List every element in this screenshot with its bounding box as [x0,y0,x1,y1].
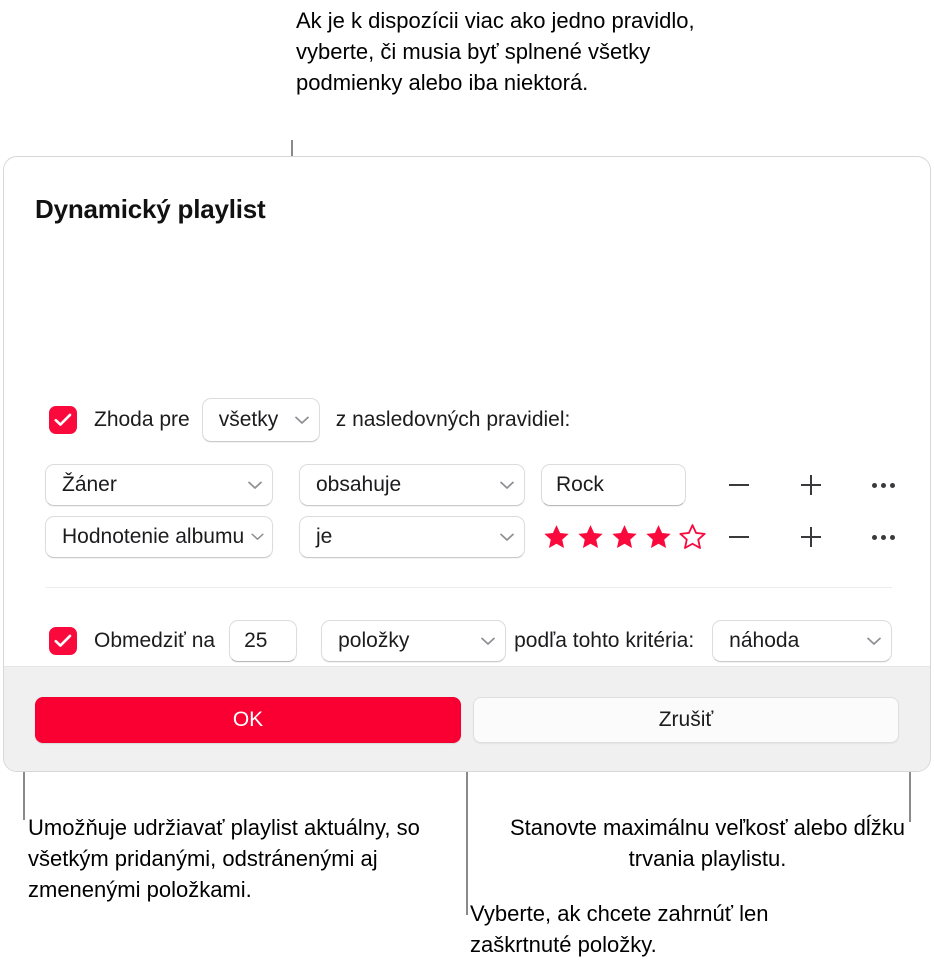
callout-text-checked-only: Vyberte, ak chcete zahrnúť len zaškrtnuté položky. [470,901,769,957]
rating-stars[interactable] [543,524,706,550]
callout-text-live-update: Umožňuje udržiavať playlist aktuálny, so všetkým pridanými, odstránenými aj zmenenými položkami. [28,815,420,902]
match-checkbox[interactable] [49,406,77,434]
limit-sort-value: náhoda [729,629,800,652]
add-rule-button[interactable] [788,516,834,558]
rule-field-select[interactable] [45,516,273,558]
rule-operator-value: obsahuje [316,473,402,496]
rule-row [45,516,706,558]
remove-rule-button[interactable] [716,516,762,558]
match-label-after: z nasledovných pravidiel: [335,408,571,431]
ellipsis-icon [872,483,895,488]
rule-field-value: Hodnotenie albumu [62,525,245,548]
star-filled-icon[interactable] [577,524,604,550]
smart-playlist-dialog [3,156,931,772]
star-filled-icon[interactable] [611,524,638,550]
dialog-footer [4,666,930,771]
rule-operator-select[interactable] [299,516,525,558]
page-title: Dynamický playlist [35,194,266,224]
more-options-button[interactable] [860,516,906,558]
plus-icon [801,527,821,547]
ellipsis-icon [872,535,895,540]
limit-label: Obmedziť na [94,629,216,652]
rule-value-input[interactable] [541,464,686,506]
chevron-down-icon [867,637,881,646]
limit-amount-input[interactable] [229,620,297,662]
star-outline-icon[interactable] [679,524,706,550]
chevron-down-icon [481,637,495,646]
rule-row [45,464,686,506]
match-rule-row [49,398,570,442]
ok-button[interactable]: OK [35,697,461,743]
chevron-down-icon [295,416,309,425]
cancel-button[interactable]: Zrušiť [473,697,899,743]
limit-unit-value: položky [338,629,410,652]
rule-value-text: Rock [556,473,604,496]
chevron-down-icon [500,481,514,490]
minus-icon [729,536,749,538]
limit-amount-value: 25 [244,629,268,652]
limit-sort-select[interactable] [712,620,892,662]
chevron-down-icon [248,481,262,490]
section-divider [46,587,892,588]
chevron-down-icon [500,533,514,542]
more-options-button[interactable] [860,464,906,506]
limit-sort-label: podľa tohto kritéria: [514,629,695,652]
star-filled-icon[interactable] [645,524,672,550]
match-type-select[interactable] [202,398,320,442]
callout-text-match-rule: Ak je k dispozícii viac ako jedno pravidlo, vyberte, či musia byť splnené všetky podmienky alebo iba niektorá. [296,8,695,95]
rule-actions [716,516,906,558]
chevron-down-icon [251,533,264,541]
rule-actions [716,464,906,506]
star-filled-icon[interactable] [543,524,570,550]
limit-unit-select[interactable] [321,620,506,662]
rule-operator-value: je [316,525,333,548]
match-label-before: Zhoda pre [94,408,190,431]
rule-field-select[interactable] [45,464,273,506]
limit-checkbox[interactable] [49,627,77,655]
plus-icon [801,475,821,495]
remove-rule-button[interactable] [716,464,762,506]
rule-operator-select[interactable] [299,464,525,506]
add-rule-button[interactable] [788,464,834,506]
match-type-value: všetky [218,408,279,431]
minus-icon [729,484,749,486]
callout-text-limit: Stanovte maximálnu veľkosť alebo dĺžku trvania playlistu. [510,815,905,871]
dialog-body [4,157,930,668]
limit-row [49,620,892,662]
rule-field-value: Žáner [62,473,117,496]
